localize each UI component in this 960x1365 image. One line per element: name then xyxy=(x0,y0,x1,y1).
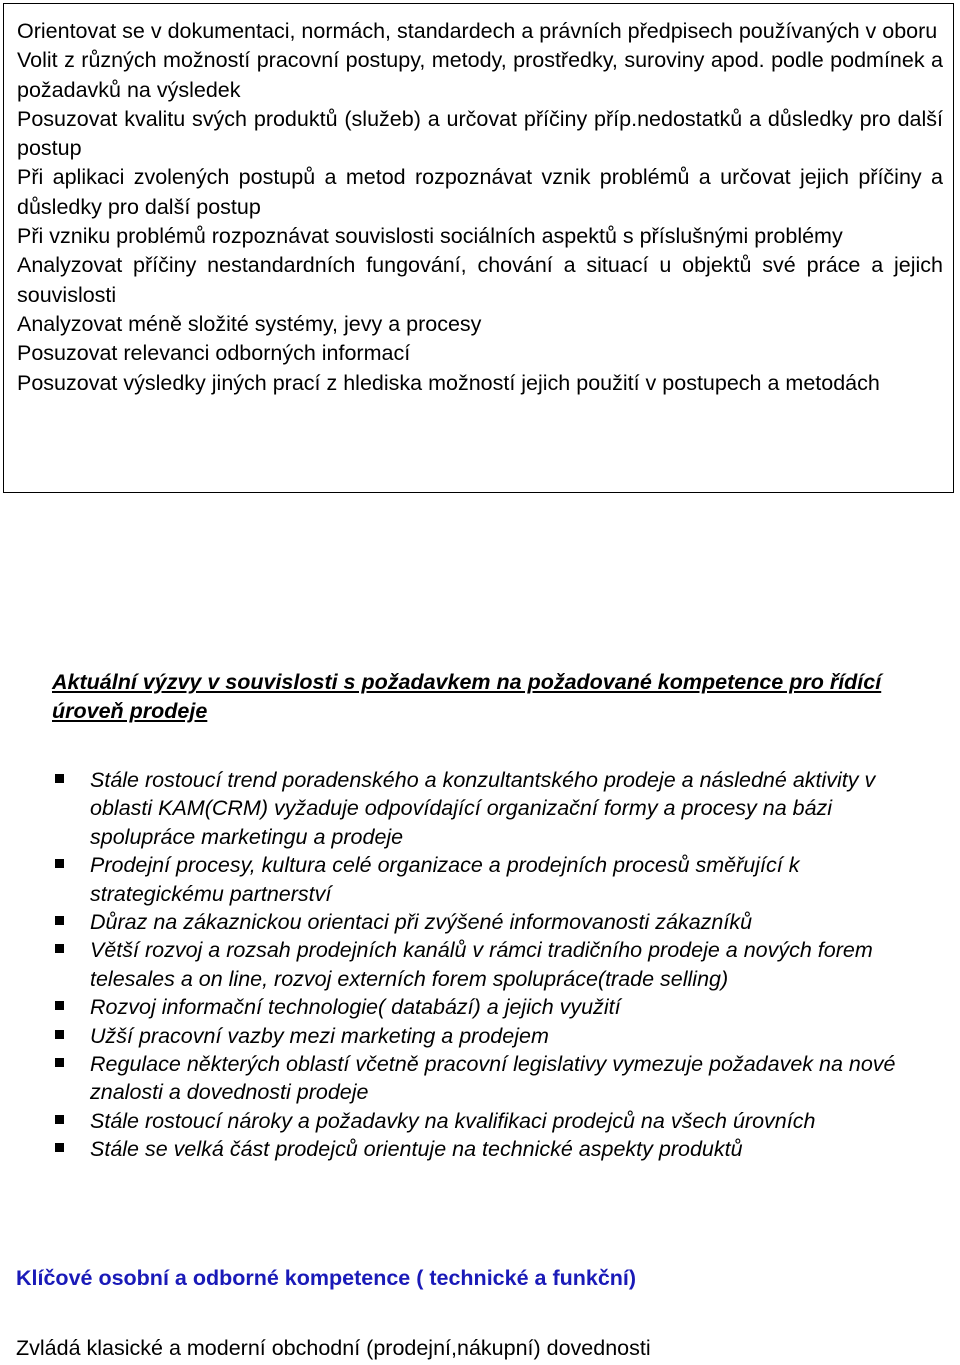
challenge-item xyxy=(52,908,932,936)
box-line: Posuzovat kvalitu svých produktů (služeb) a určovat příčiny příp.nedostatků a důsledky pro další postup xyxy=(17,106,943,161)
challenge-text: Rozvoj informační technologie( databází) a jejich využití xyxy=(90,995,621,1020)
box-line: Posuzovat výsledky jiných prací z hlediska možností jejich použití v postupech a metodách xyxy=(17,370,880,395)
challenge-item xyxy=(52,766,932,851)
challenge-item xyxy=(52,1135,932,1163)
challenge-text: Větší rozvoj a rozsah prodejních kanálů v rámci tradičního prodeje a nových forem telesales a on line, rozvoj externích forem spolupráce(trade selling) xyxy=(90,938,873,991)
square-bullet-icon xyxy=(55,1001,64,1010)
square-bullet-icon xyxy=(55,1058,64,1067)
challenge-item xyxy=(52,936,932,993)
challenges-section xyxy=(52,668,947,1162)
box-line: Při aplikaci zvolených postupů a metod rozpoznávat vznik problémů a určovat jejich příčiny a důsledky pro další postup xyxy=(17,165,943,219)
challenge-text: Stále rostoucí nároky a požadavky na kvalifikaci prodejců na všech úrovních xyxy=(90,1108,816,1133)
challenge-text: Prodejní procesy, kultura celé organizace a prodejních procesů směřující k strategickému partnerství xyxy=(90,853,800,906)
square-bullet-icon xyxy=(55,1143,64,1152)
box-line: Orientovat se v dokumentaci, normách, standardech a právních předpisech používaných v oboru xyxy=(17,19,938,43)
challenge-item xyxy=(52,851,932,908)
challenge-text: Důraz na zákaznickou orientaci při zvýšené informovanosti zákazníků xyxy=(90,910,753,935)
square-bullet-icon xyxy=(55,944,64,953)
skills-line: Zvládá klasické a moderní obchodní (prodejní,nákupní) dovednosti xyxy=(16,1336,651,1360)
box-line: Analyzovat příčiny nestandardních fungování, chování a situací u objektů své práce a jejich souvislosti xyxy=(17,253,943,307)
challenges-title: Aktuální výzvy v souvislosti s požadavkem na požadované kompetence pro řídící úroveň prodeje xyxy=(52,670,882,723)
challenge-text: Užší pracovní vazby mezi marketing a prodejem xyxy=(90,1023,549,1048)
square-bullet-icon xyxy=(55,1115,64,1124)
challenge-text: Regulace některých oblastí včetně pracovní legislativy vymezuje požadavek na nové znalosti a dovednosti prodeje xyxy=(90,1052,896,1105)
challenge-item xyxy=(52,1022,932,1050)
challenge-item xyxy=(52,993,932,1021)
square-bullet-icon xyxy=(55,774,64,783)
box-line: Při vzniku problémů rozpoznávat souvislosti sociálních aspektů s příslušnými problémy xyxy=(17,224,843,249)
square-bullet-icon xyxy=(55,1030,64,1039)
box-line: Posuzovat relevanci odborných informací xyxy=(17,341,411,366)
square-bullet-icon xyxy=(55,916,64,925)
challenge-item xyxy=(52,1107,932,1135)
box-line: Volit z různých možností pracovní postupy, metody, prostředky, suroviny apod. podle podmínek a požadavků na výsledek xyxy=(17,48,943,102)
challenge-text: Stále rostoucí trend poradenského a konzultantského prodeje a následné aktivity v oblasti KAM(CRM) vyžaduje odpovídající organizační formy a procesy na bázi spolupráce marketingu a prodeje xyxy=(90,768,876,849)
box-line: Analyzovat méně složité systémy, jevy a procesy xyxy=(17,311,482,336)
square-bullet-icon xyxy=(55,859,64,868)
key-competences-heading: Klíčové osobní a odborné kompetence ( technické a funkční) xyxy=(16,1266,637,1290)
challenge-text: Stále se velká část prodejců orientuje na technické aspekty produktů xyxy=(90,1137,743,1162)
competence-box xyxy=(3,3,954,493)
challenge-list xyxy=(52,766,932,1164)
challenge-item xyxy=(52,1050,932,1107)
